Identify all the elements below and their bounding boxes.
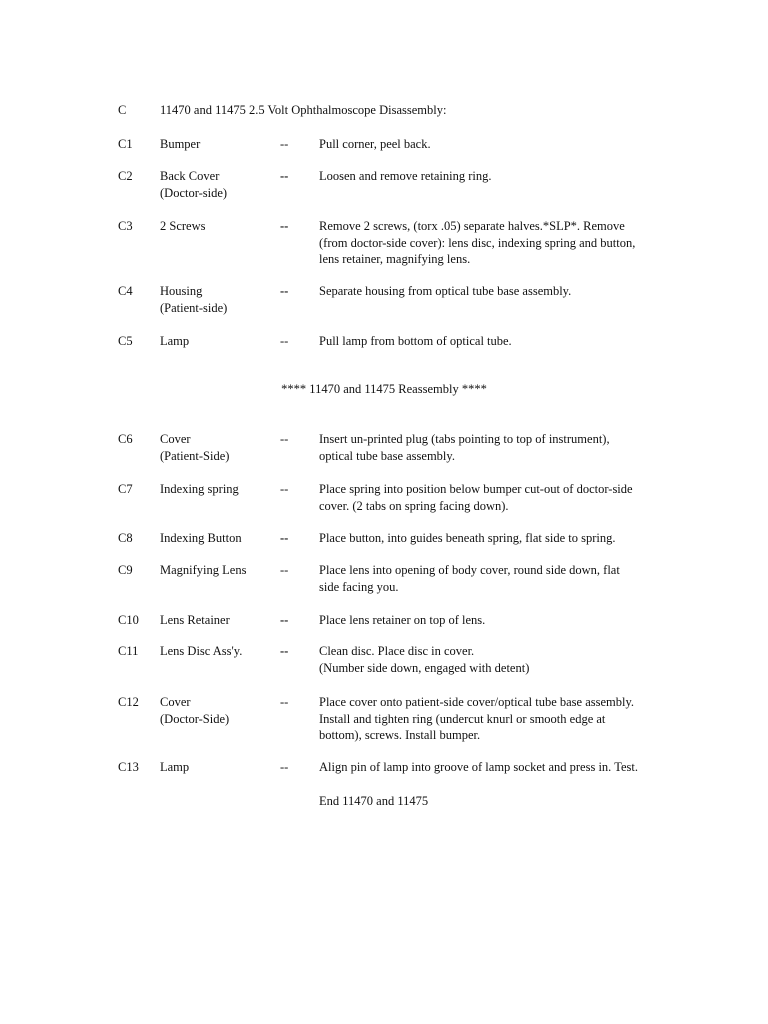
step-instruction bbox=[319, 562, 649, 595]
step-code: C13 bbox=[118, 760, 139, 774]
step-instruction bbox=[319, 431, 649, 464]
part-line: (Doctor-side) bbox=[160, 185, 228, 200]
step-dash: -- bbox=[280, 613, 289, 627]
part-line: Magnifying Lens bbox=[160, 563, 247, 577]
step-part bbox=[160, 643, 275, 660]
section-title: 11470 and 11475 2.5 Volt Ophthalmoscope Disassembly: bbox=[160, 103, 447, 117]
step-code: C7 bbox=[118, 482, 133, 496]
step-part bbox=[160, 333, 275, 350]
step-part bbox=[160, 612, 275, 629]
instruction-line: Clean disc. Place disc in cover. bbox=[319, 644, 475, 658]
step-instruction bbox=[319, 218, 649, 268]
instruction-line: (Number side down, engaged with detent) bbox=[319, 660, 530, 675]
step-dash: -- bbox=[280, 563, 289, 577]
step-code: C3 bbox=[118, 219, 133, 233]
instruction-line: lens retainer, magnifying lens. bbox=[319, 252, 471, 266]
part-line: Bumper bbox=[160, 137, 201, 151]
step-instruction bbox=[319, 612, 649, 629]
step-part bbox=[160, 431, 275, 464]
part-line: Housing bbox=[160, 284, 203, 298]
part-line: Lamp bbox=[160, 334, 190, 348]
step-dash: -- bbox=[280, 219, 289, 233]
step-dash: -- bbox=[280, 432, 289, 446]
step-instruction bbox=[319, 168, 649, 185]
step-instruction bbox=[319, 759, 649, 776]
instruction-line: optical tube base assembly. bbox=[319, 448, 455, 463]
instruction-line: Place lens retainer on top of lens. bbox=[319, 613, 486, 627]
part-line: Cover bbox=[160, 432, 191, 446]
step-part bbox=[160, 168, 275, 201]
instruction-line: Place cover onto patient-side cover/optical tube base assembly. bbox=[319, 695, 635, 709]
part-line: Cover bbox=[160, 695, 191, 709]
instruction-line: Align pin of lamp into groove of lamp socket and press in. Test. bbox=[319, 760, 638, 774]
end-note: End 11470 and 11475 bbox=[319, 794, 429, 808]
step-code: C1 bbox=[118, 137, 133, 151]
step-part bbox=[160, 759, 275, 776]
instruction-line: Install and tighten ring (undercut knurl or smooth edge at bbox=[319, 711, 606, 726]
step-code: C10 bbox=[118, 613, 139, 627]
instruction-line: Separate housing from optical tube base assembly. bbox=[319, 284, 572, 298]
instruction-line: Place lens into opening of body cover, round side down, flat bbox=[319, 563, 620, 577]
instruction-line: Insert un-printed plug (tabs pointing to top of instrument), bbox=[319, 432, 610, 446]
part-line: Indexing spring bbox=[160, 482, 239, 496]
part-line: Lens Disc Ass'y. bbox=[160, 644, 243, 658]
instruction-line: Place spring into position below bumper cut-out of doctor-side bbox=[319, 482, 633, 496]
step-code: C6 bbox=[118, 432, 133, 446]
step-dash: -- bbox=[280, 169, 289, 183]
step-part bbox=[160, 283, 275, 316]
step-dash: -- bbox=[280, 531, 289, 545]
step-dash: -- bbox=[280, 644, 289, 658]
instruction-line: Loosen and remove retaining ring. bbox=[319, 169, 492, 183]
instruction-line: bottom), screws. Install bumper. bbox=[319, 728, 481, 742]
instruction-line: Pull lamp from bottom of optical tube. bbox=[319, 334, 512, 348]
instruction-line: Pull corner, peel back. bbox=[319, 137, 431, 151]
section-code: C bbox=[118, 103, 127, 117]
part-line: Lamp bbox=[160, 760, 190, 774]
step-dash: -- bbox=[280, 334, 289, 348]
step-instruction bbox=[319, 481, 649, 514]
step-instruction bbox=[319, 136, 649, 153]
step-instruction bbox=[319, 333, 649, 350]
instruction-line: side facing you. bbox=[319, 579, 399, 594]
step-code: C8 bbox=[118, 531, 133, 545]
step-code: C11 bbox=[118, 644, 139, 658]
step-instruction bbox=[319, 283, 649, 300]
instruction-line: cover. (2 tabs on spring facing down). bbox=[319, 498, 509, 513]
instruction-line: (from doctor-side cover): lens disc, indexing spring and button, bbox=[319, 235, 636, 250]
part-line: Back Cover bbox=[160, 169, 220, 183]
step-part bbox=[160, 530, 275, 547]
part-line: (Patient-Side) bbox=[160, 448, 230, 463]
step-instruction bbox=[319, 530, 649, 547]
step-part bbox=[160, 694, 275, 727]
part-line: Lens Retainer bbox=[160, 613, 230, 627]
step-dash: -- bbox=[280, 695, 289, 709]
step-part bbox=[160, 562, 275, 579]
step-dash: -- bbox=[280, 482, 289, 496]
step-part bbox=[160, 481, 275, 498]
part-line: Indexing Button bbox=[160, 531, 242, 545]
step-instruction bbox=[319, 694, 649, 744]
step-code: C9 bbox=[118, 563, 133, 577]
step-dash: -- bbox=[280, 137, 289, 151]
step-code: C2 bbox=[118, 169, 133, 183]
part-line: (Patient-side) bbox=[160, 300, 228, 315]
instruction-line: Remove 2 screws, (torx .05) separate halves.*SLP*. Remove bbox=[319, 219, 625, 233]
step-instruction bbox=[319, 643, 649, 676]
reassembly-heading: **** 11470 and 11475 Reassembly **** bbox=[281, 382, 487, 396]
step-code: C12 bbox=[118, 695, 139, 709]
step-part bbox=[160, 136, 275, 153]
step-dash: -- bbox=[280, 284, 289, 298]
step-code: C4 bbox=[118, 284, 133, 298]
step-code: C5 bbox=[118, 334, 133, 348]
part-line: (Doctor-Side) bbox=[160, 711, 230, 726]
part-line: 2 Screws bbox=[160, 219, 206, 233]
step-dash: -- bbox=[280, 760, 289, 774]
instruction-line: Place button, into guides beneath spring, flat side to spring. bbox=[319, 531, 616, 545]
step-part bbox=[160, 218, 275, 235]
